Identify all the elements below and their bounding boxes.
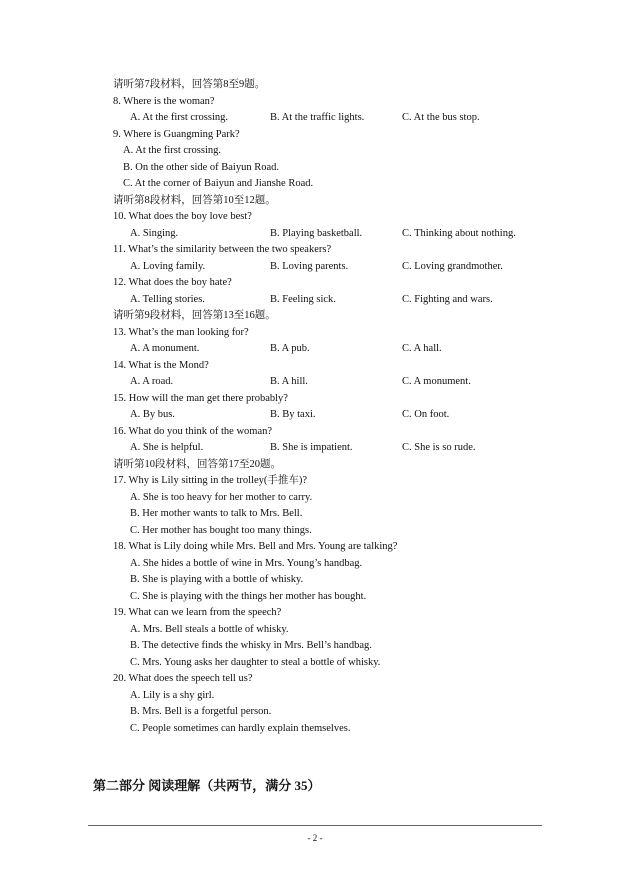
answer-option: B. She is playing with a bottle of whisky. <box>130 574 304 585</box>
answer-option: A. She is helpful. <box>130 442 204 453</box>
answer-option: A. She is too heavy for her mother to carry. <box>130 491 313 503</box>
option-row <box>0 110 630 127</box>
answer-option: C. She is playing with the things her mother has bought. <box>130 590 367 602</box>
footer-divider <box>88 825 542 826</box>
answer-option: B. Feeling sick. <box>270 293 336 305</box>
option-row <box>0 407 630 424</box>
answer-option: B. Playing basketball. <box>270 227 363 239</box>
answer-option: C. Her mother has bought too many things. <box>130 524 312 536</box>
question-stem: 19. What can we learn from the speech? <box>113 607 282 618</box>
option-row <box>0 259 630 276</box>
answer-option: B. She is impatient. <box>270 442 353 453</box>
question-stem: 13. What’s the man looking for? <box>113 326 249 338</box>
answer-option: A. At the first crossing. <box>123 145 221 156</box>
option-row <box>0 226 630 243</box>
answer-option: B. The detective finds the whisky in Mrs. Bell’s handbag. <box>130 640 372 651</box>
answer-option: B. Mrs. Bell is a forgetful person. <box>130 706 272 717</box>
question-stem: 12. What does the boy hate? <box>113 277 232 288</box>
question-stem: 18. What is Lily doing while Mrs. Bell and Mrs. Young are talking? <box>113 541 398 552</box>
option-row <box>0 374 630 391</box>
answer-option: B. A pub. <box>270 343 310 354</box>
answer-option: A. At the first crossing. <box>130 112 228 123</box>
answer-option: A. A road. <box>130 376 174 387</box>
question-stem: 16. What do you think of the woman? <box>113 425 273 437</box>
answer-option: A. She hides a bottle of wine in Mrs. Young’s handbag. <box>130 557 363 569</box>
question-stem: 20. What does the speech tell us? <box>113 673 253 684</box>
answer-option: C. A monument. <box>402 376 471 387</box>
question-stem: 9. Where is Guangming Park? <box>113 128 240 140</box>
answer-option: C. A hall. <box>402 343 442 354</box>
answer-option: C. Mrs. Young asks her daughter to steal a bottle of whisky. <box>130 656 381 668</box>
answer-option: C. People sometimes can hardly explain themselves. <box>130 722 351 734</box>
question-stem: 17. Why is Lily sitting in the trolley(手推车)? <box>113 475 308 486</box>
section-instruction: 请听第7段材料，回答第8至9题。 <box>113 79 266 90</box>
option-row <box>0 341 630 358</box>
answer-option: A. Mrs. Bell steals a bottle of whisky. <box>130 623 289 635</box>
answer-option: B. At the traffic lights. <box>270 112 365 123</box>
answer-option: A. A monument. <box>130 343 200 354</box>
section-instruction: 请听第8段材料，回答第10至12题。 <box>113 194 276 206</box>
answer-option: C. On foot. <box>402 409 450 420</box>
answer-option: C. Fighting and wars. <box>402 293 493 305</box>
answer-option: B. On the other side of Baiyun Road. <box>123 161 280 173</box>
answer-option: A. Singing. <box>130 227 179 239</box>
page-number: - 2 - <box>307 833 323 843</box>
question-stem: 11. What’s the similarity between the two speakers? <box>113 244 332 255</box>
option-row <box>0 292 630 309</box>
answer-option: B. Loving parents. <box>270 260 349 272</box>
answer-option: C. She is so rude. <box>402 442 476 453</box>
answer-option: A. Lily is a shy girl. <box>130 689 215 701</box>
listening-questions <box>0 77 630 737</box>
answer-option: A. By bus. <box>130 409 175 420</box>
question-stem: 14. What is the Mond? <box>113 359 209 371</box>
part-heading: 第二部分 阅读理解（共两节，满分 35） <box>93 778 321 793</box>
section-instruction: 请听第9段材料，回答第13至16题。 <box>113 310 276 321</box>
answer-option: C. Loving grandmother. <box>402 260 503 272</box>
answer-option: C. At the bus stop. <box>402 112 480 123</box>
answer-option: A. Loving family. <box>130 260 206 272</box>
section-instruction: 请听第10段材料，回答第17至20题。 <box>113 458 281 470</box>
question-stem: 15. How will the man get there probably? <box>113 392 288 404</box>
answer-option: B. A hill. <box>270 376 308 387</box>
answer-option: C. At the corner of Baiyun and Jianshe Road. <box>123 178 314 189</box>
answer-option: A. Telling stories. <box>130 293 205 305</box>
question-stem: 8. Where is the woman? <box>113 95 215 107</box>
option-row <box>0 440 630 457</box>
answer-option: B. By taxi. <box>270 409 316 420</box>
answer-option: C. Thinking about nothing. <box>402 227 516 239</box>
question-stem: 10. What does the boy love best? <box>113 211 252 222</box>
answer-option: B. Her mother wants to talk to Mrs. Bell. <box>130 508 303 519</box>
